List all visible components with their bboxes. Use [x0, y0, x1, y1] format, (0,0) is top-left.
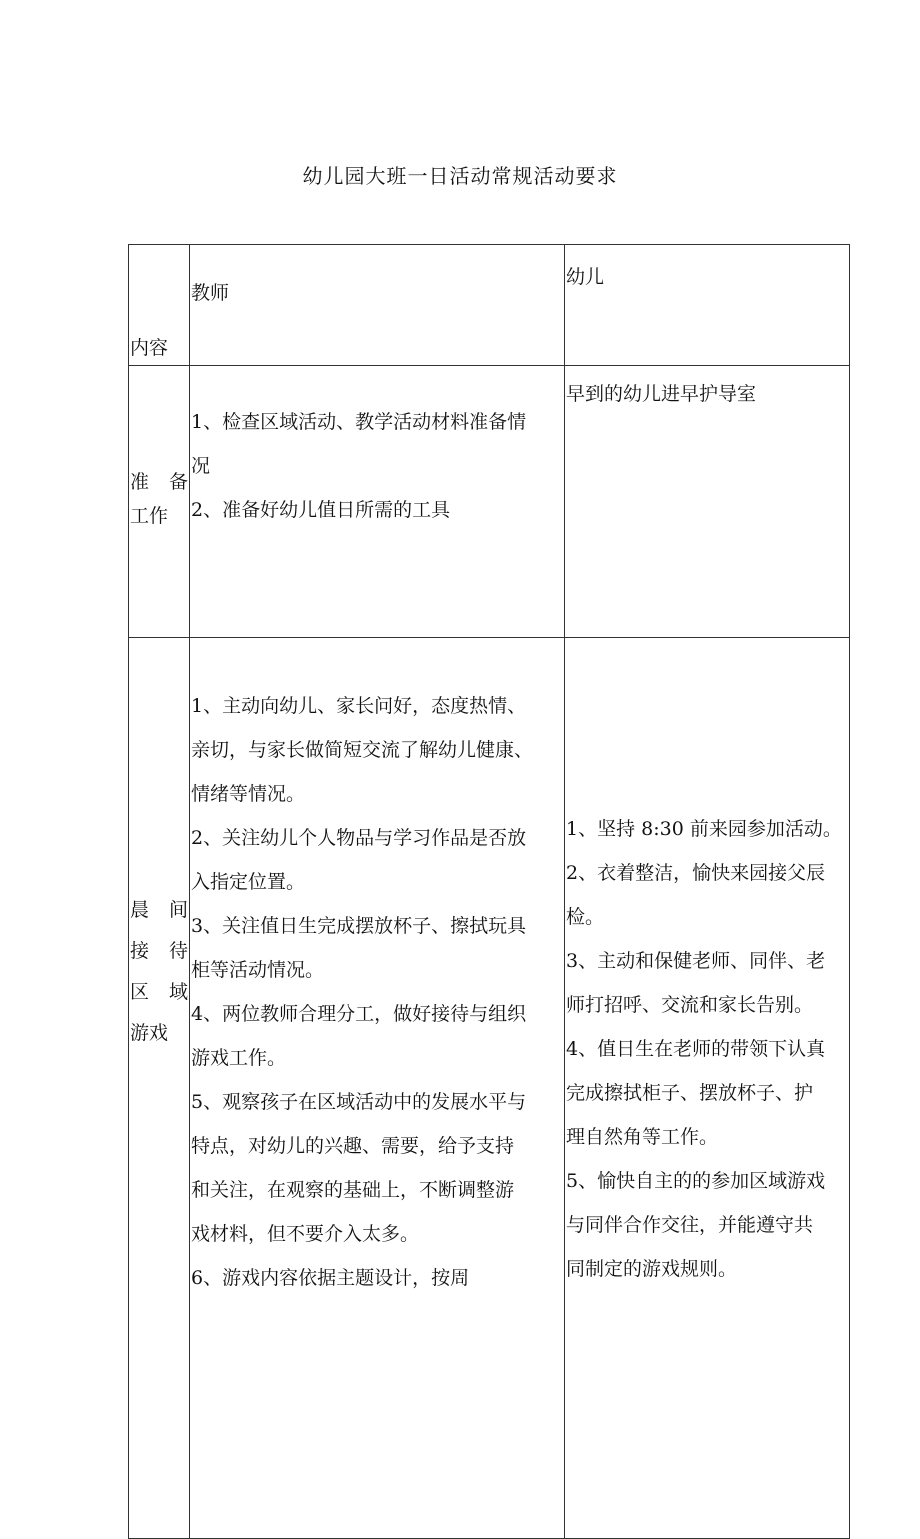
row-label-line: 准 备 — [130, 471, 188, 493]
row-label-cell — [129, 366, 190, 638]
teacher-requirements-cell — [190, 366, 565, 638]
teacher-line: 戏材料，但不要介入太多。 — [191, 1223, 420, 1245]
routine-table — [128, 244, 850, 1539]
teacher-line: 入指定位置。 — [191, 871, 306, 893]
header-child-cell — [565, 245, 850, 366]
row-label-line: 游戏 — [130, 1022, 169, 1044]
header-content-cell — [129, 245, 190, 366]
row-label-line: 工作 — [130, 505, 169, 527]
page-title: 幼儿园大班一日活动常规活动要求 — [302, 164, 618, 188]
teacher-line: 和关注，在观察的基础上，不断调整游 — [191, 1179, 515, 1201]
teacher-line: 柜等活动情况。 — [191, 959, 325, 981]
teacher-line: 4、两位教师合理分工，做好接待与组织 — [191, 1003, 527, 1025]
child-line: 完成擦拭柜子、摆放杯子、护 — [566, 1082, 814, 1104]
row-label-line: 晨 间 — [130, 899, 188, 921]
child-line: 早到的幼儿进早护导室 — [566, 383, 757, 405]
table-row-morning-reception — [129, 638, 850, 1539]
teacher-line: 特点，对幼儿的兴趣、需要，给予支持 — [191, 1135, 515, 1157]
teacher-line: 1、检查区域活动、教学活动材料准备情 — [191, 411, 527, 433]
child-requirements-cell — [565, 638, 850, 1539]
table-header-row — [129, 245, 850, 366]
child-line: 师打招呼、交流和家长告别。 — [566, 994, 814, 1016]
child-line: 1、坚持 8:30 前来园参加活动。 — [566, 818, 842, 840]
teacher-line: 亲切，与家长做简短交流了解幼儿健康、 — [191, 739, 534, 761]
teacher-line: 游戏工作。 — [191, 1047, 287, 1069]
header-content-label: 内容 — [130, 337, 169, 359]
teacher-line: 况 — [191, 455, 211, 477]
child-line: 检。 — [566, 906, 605, 928]
teacher-line: 5、观察孩子在区域活动中的发展水平与 — [191, 1091, 527, 1113]
table-row-preparation — [129, 366, 850, 638]
teacher-line: 2、关注幼儿个人物品与学习作品是否放 — [191, 827, 527, 849]
row-label-line: 接 待 — [130, 940, 188, 962]
child-line: 2、衣着整洁，愉快来园接父辰 — [566, 862, 826, 884]
child-line: 同制定的游戏规则。 — [566, 1258, 738, 1280]
row-label-line: 区 域 — [130, 981, 188, 1003]
child-requirements-cell — [565, 366, 850, 638]
teacher-line: 3、关注值日生完成摆放杯子、擦拭玩具 — [191, 915, 527, 937]
header-teacher-label: 教师 — [191, 282, 230, 304]
row-label-cell — [129, 638, 190, 1539]
header-teacher-cell — [190, 245, 565, 366]
child-line: 4、值日生在老师的带领下认真 — [566, 1038, 826, 1060]
child-line: 5、愉快自主的的参加区域游戏 — [566, 1170, 826, 1192]
teacher-line: 情绪等情况。 — [191, 783, 306, 805]
teacher-line: 6、游戏内容依据主题设计，按周 — [191, 1267, 470, 1289]
child-line: 3、主动和保健老师、同伴、老 — [566, 950, 826, 972]
header-child-label: 幼儿 — [566, 266, 605, 288]
teacher-line: 1、主动向幼儿、家长问好，态度热情、 — [191, 695, 527, 717]
child-line: 与同伴合作交往，并能遵守共 — [566, 1214, 814, 1236]
child-line: 理自然角等工作。 — [566, 1126, 719, 1148]
teacher-line: 2、准备好幼儿值日所需的工具 — [191, 499, 451, 521]
teacher-requirements-cell — [190, 638, 565, 1539]
